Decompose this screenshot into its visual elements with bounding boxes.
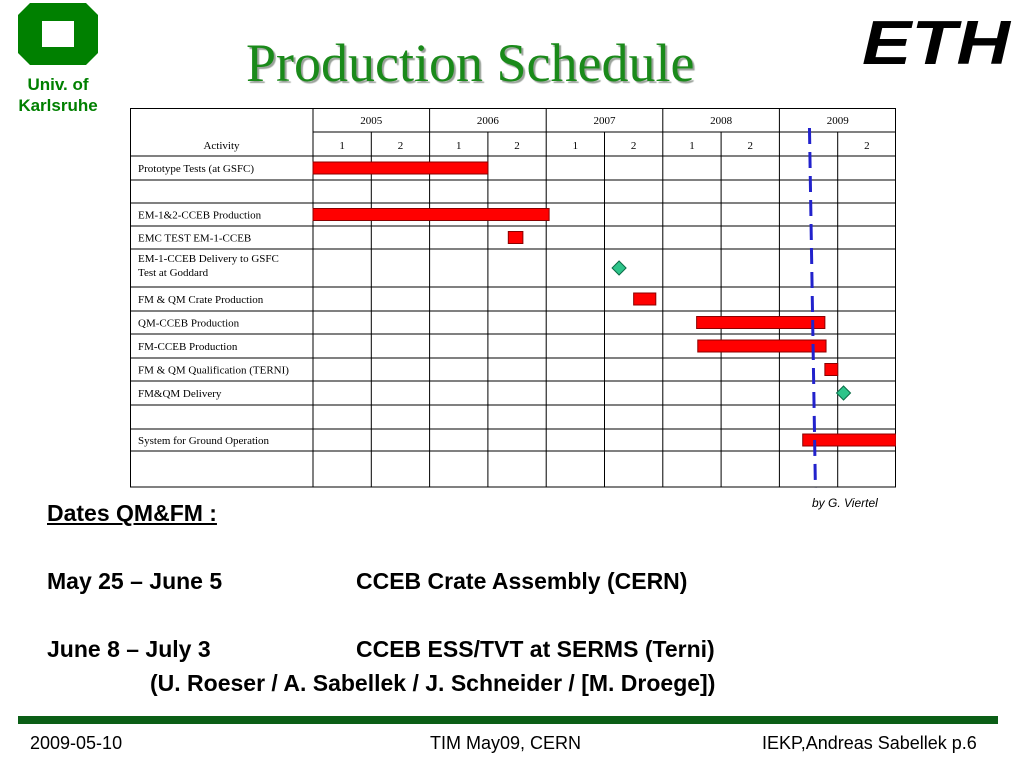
gantt-chart (130, 108, 896, 488)
schedule-bar (313, 162, 488, 174)
activity-label: System for Ground Operation (138, 435, 270, 447)
university-logo-text (0, 74, 116, 116)
activity-label: FM & QM Crate Production (138, 294, 264, 306)
schedule-bar (803, 434, 896, 446)
activity-label: FM-CCEB Production (138, 341, 238, 353)
date-activity: CCEB ESS/TVT at SERMS (Terni) (356, 636, 715, 662)
people-list: (U. Roeser / A. Sabellek / J. Schneider / [M. Droege]) (150, 670, 716, 696)
schedule-bar (313, 209, 549, 221)
activity-label: Test at Goddard (138, 267, 209, 279)
schedule-bar (634, 293, 656, 305)
half-year-header: 2 (397, 140, 404, 152)
year-header: 2007 (593, 115, 616, 127)
university-logo-line: Karlsruhe (18, 96, 98, 115)
university-logo (18, 3, 98, 65)
year-header: 2008 (710, 115, 733, 127)
date-activity: CCEB Crate Assembly (CERN) (356, 568, 688, 594)
activity-label: EM-1-CCEB Delivery to GSFC (138, 253, 279, 265)
milestone-diamond (612, 261, 626, 275)
activity-label: FM&QM Delivery (138, 388, 222, 400)
activity-label: EMC TEST EM-1-CCEB (138, 232, 252, 245)
schedule-bar (508, 232, 523, 244)
activity-label: EM-1&2-CCEB Production (138, 209, 262, 222)
slide-title: Production Schedule (246, 33, 695, 93)
half-year-header: 1 (572, 140, 579, 152)
footer-divider (18, 716, 998, 724)
date-range: June 8 – July 3 (47, 636, 211, 662)
university-logo-line: Univ. of (27, 75, 89, 94)
gantt-svg (130, 108, 896, 488)
schedule-bar (825, 364, 838, 376)
eth-logo-text: ETH (862, 14, 1012, 70)
year-header: 2005 (360, 115, 383, 127)
footer-date: 2009-05-10 (30, 733, 123, 753)
year-header: 2006 (476, 115, 499, 127)
activity-label: Prototype Tests (at GSFC) (138, 163, 255, 175)
half-year-header: 1 (456, 140, 462, 152)
half-year-header: 2 (514, 140, 520, 152)
footer-event: TIM May09, CERN (430, 733, 582, 753)
schedule-bar (697, 317, 825, 329)
half-year-header: 1 (689, 140, 695, 152)
year-header: 2009 (826, 115, 849, 127)
milestone-diamond (837, 386, 851, 400)
half-year-header: 1 (339, 140, 345, 152)
activity-label: QM-CCEB Production (138, 317, 240, 330)
eth-logo (862, 14, 1012, 70)
activity-header: Activity (203, 140, 240, 152)
half-year-header: 2 (747, 140, 753, 152)
activity-label: FM & QM Qualification (TERNI) (138, 364, 289, 377)
dates-heading: Dates QM&FM : (47, 500, 217, 526)
schedule-bar (698, 340, 826, 352)
chart-credit: by G. Viertel (812, 496, 878, 510)
date-range: May 25 – June 5 (47, 568, 223, 594)
half-year-header: 2 (864, 140, 870, 152)
half-year-header: 2 (630, 140, 637, 152)
footer-author-page: IEKP,Andreas Sabellek p.6 (762, 733, 977, 753)
